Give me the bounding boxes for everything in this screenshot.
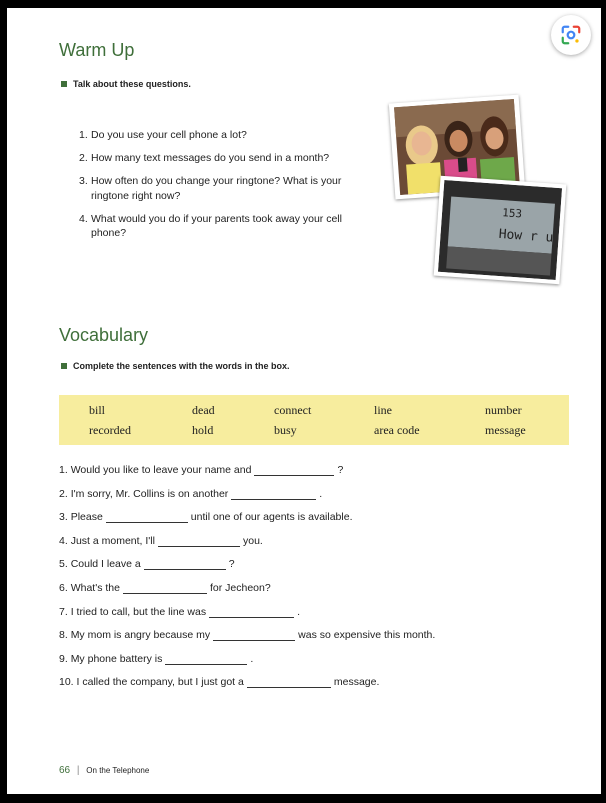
question-item: 2. How many text messages do you send in a month? <box>79 152 330 165</box>
vocabulary-title: Vocabulary <box>59 325 149 345</box>
sentence-item: 2. I'm sorry, Mr. Collins is on another . <box>59 487 323 500</box>
sentence-item: 1. Would you like to leave your name and ? <box>59 464 344 476</box>
vocabulary-instruction <box>61 361 290 371</box>
phone-screen-photo <box>434 176 567 285</box>
answer-blank[interactable] <box>247 676 331 688</box>
question-item: 3. How often do you change your ringtone? What is your ringtone right now? <box>79 175 342 202</box>
question-item: 1. Do you use your cell phone a lot? <box>79 129 247 141</box>
google-lens-icon <box>560 24 582 46</box>
word-item: area code <box>374 423 420 437</box>
warmup-title: Warm Up <box>59 40 135 60</box>
word-item: number <box>485 403 522 417</box>
square-bullet-icon <box>61 81 67 87</box>
word-box <box>59 395 569 445</box>
word-item: line <box>374 403 392 417</box>
answer-blank[interactable] <box>213 629 295 641</box>
sentence-item: 7. I tried to call, but the line was . <box>59 605 301 618</box>
unit-title: On the Telephone <box>86 766 150 775</box>
answer-blank[interactable] <box>106 511 188 523</box>
answer-blank[interactable] <box>158 535 240 547</box>
word-item: dead <box>192 403 215 417</box>
sentence-item: 10. I called the company, but I just got a message. <box>59 676 380 689</box>
word-item: recorded <box>89 423 131 437</box>
sentence-item: 9. My phone battery is . <box>59 652 254 665</box>
vocabulary-sentences <box>59 464 579 700</box>
warmup-instruction-text: Talk about these questions. <box>73 79 191 89</box>
textbook-page <box>7 8 601 794</box>
answer-blank[interactable] <box>209 606 294 618</box>
word-item: message <box>485 423 526 437</box>
sentence-item: 3. Please until one of our agents is available. <box>59 511 353 524</box>
answer-blank[interactable] <box>144 558 226 570</box>
sentence-item: 4. Just a moment, I'll you. <box>59 534 263 547</box>
warmup-questions <box>79 128 379 249</box>
square-bullet-icon <box>61 363 67 369</box>
page-number: 66 <box>59 765 71 776</box>
footer-separator: | <box>76 765 80 776</box>
phone-count: 153 <box>501 206 523 221</box>
phone-message: How r u <box>498 226 554 246</box>
answer-blank[interactable] <box>123 582 207 594</box>
question-item: 4. What would you do if your parents took away your cell phone? <box>79 212 342 239</box>
sentence-item: 8. My mom is angry because my was so expensive this month. <box>59 629 436 642</box>
word-item: hold <box>192 423 214 437</box>
phone-screen-image <box>438 180 562 280</box>
sentence-item: 5. Could I leave a ? <box>59 558 235 571</box>
word-item: busy <box>274 423 297 437</box>
sentence-item: 6. What's the for Jecheon? <box>59 581 271 594</box>
answer-blank[interactable] <box>231 488 316 500</box>
google-lens-button[interactable] <box>551 15 591 55</box>
word-item: connect <box>274 403 312 417</box>
warmup-instruction <box>61 79 191 89</box>
word-item: bill <box>89 403 106 417</box>
page-footer <box>59 765 149 776</box>
answer-blank[interactable] <box>254 464 334 476</box>
vocabulary-instruction-text: Complete the sentences with the words in the box. <box>73 361 290 371</box>
answer-blank[interactable] <box>165 653 247 665</box>
